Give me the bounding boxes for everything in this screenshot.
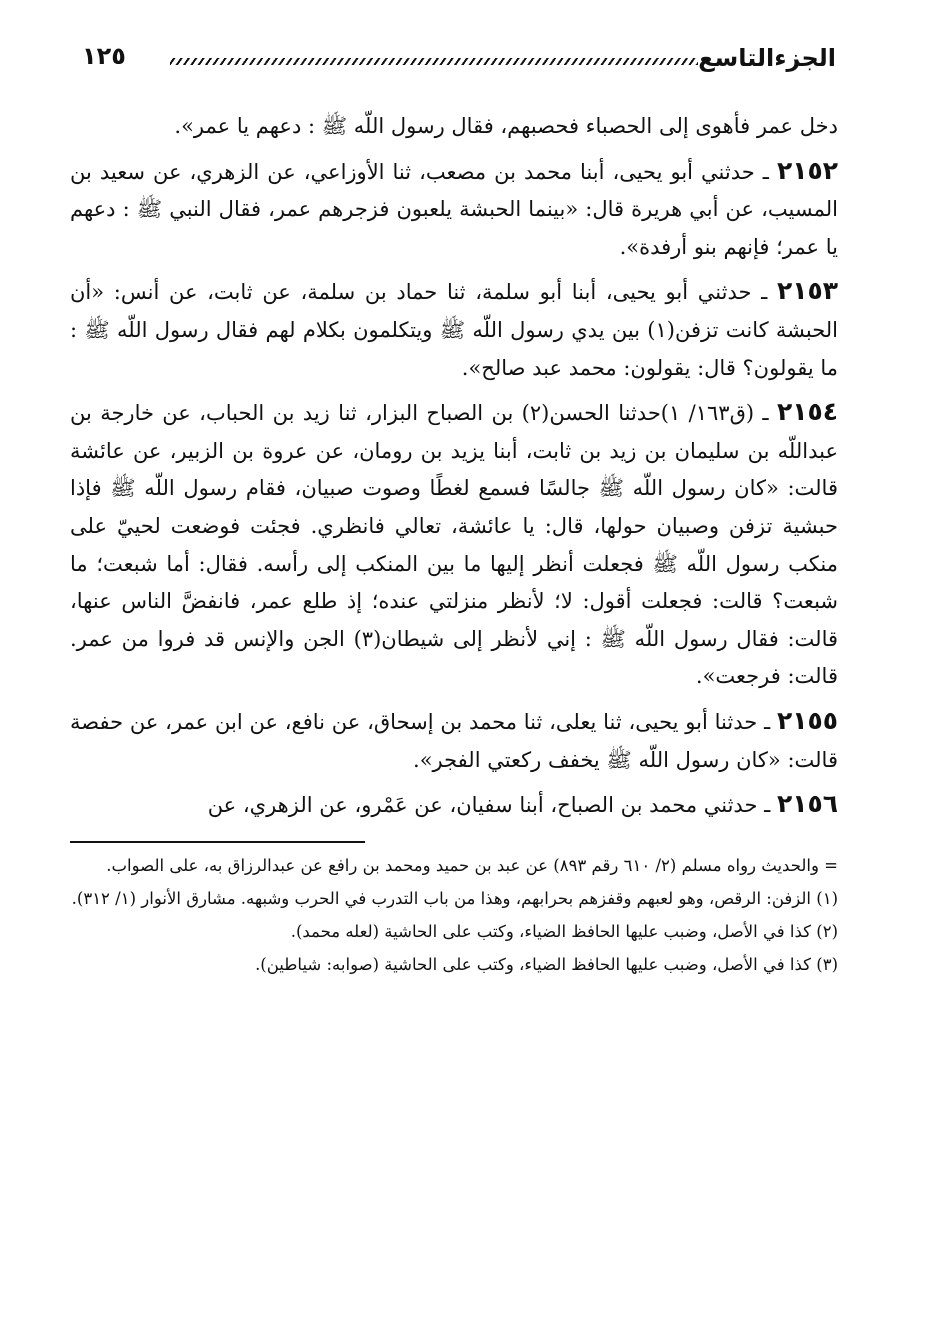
footnote-separator — [70, 841, 365, 843]
header-rule — [170, 58, 698, 65]
paragraph-continuation: دخل عمر فأهوى إلى الحصباء فحصبهم، فقال رسول اللّه ﷺ : دعهم يا عمر». — [174, 114, 838, 138]
hadith-number: ٢١٥٢ — [776, 155, 838, 185]
book-page — [70, 38, 838, 981]
hadith-2154: ٢١٥٤ ـ (ق١٦٣/ ١)حدثنا الحسن(٢) بن الصباح البزار، ثنا زيد بن الحباب، عن خارجة بن عبداللّه بن سليمان بن زيد بن ثابت، أبنا يزيد بن رومان، عن عروة بن الزبير، عن عائشة قالت: «كان رسول اللّه ﷺ جالسًا فسمع لغطًا وصوت صبيان، فقام رسول اللّه ﷺ فإذا حبشية تزفن وصبيان حولها، قال: يا عائشة، تعالي فانظري. فجئت فوضعت لحييّ على منكب رسول اللّه ﷺ فجعلت أنظر إليها ما بين المنكب إلى رأسه. فقال: أما شبعت؛ ما شبعت؟ قالت: فجعلت أقول: لا؛ لأنظر منزلتي عنده؛ إذ طلع عمر، فانفضَّ الناس عنها، قالت: فقال رسول اللّه ﷺ : إني لأنظر إلى شيطان(٣) الجن والإنس قد فروا من عمر. قالت: فرجعت». — [70, 397, 839, 689]
hadith-number: ٢١٥٤ — [776, 397, 838, 427]
hadith-2156: ٢١٥٦ ـ حدثني محمد بن الصباح، أبنا سفيان، عن عَمْرو، عن الزهري، عن — [207, 789, 838, 819]
hadith-2155: ٢١٥٥ ـ حدثنا أبو يحيى، ثنا يعلى، ثنا محمد بن إسحاق، عن نافع، عن ابن عمر، عن حفصة قالت: «كان رسول اللّه ﷺ يخفف ركعتي الفجر». — [70, 705, 838, 772]
hadith-number: ٢١٥٣ — [776, 276, 838, 306]
footnote-3: (٣) كذا في الأصل، وضبب عليها الحافظ الضياء، وكتب على الحاشية (صوابه: شياطين). — [255, 954, 838, 974]
hadith-2153: ٢١٥٣ ـ حدثني أبو يحيى، أبنا أبو سلمة، ثنا حماد بن سلمة، عن ثابت، عن أنس: «أن الحبشة كانت تزفن(١) بين يدي رسول اللّه ﷺ ويتكلمون بكلام لهم فقال رسول اللّه ﷺ : ما يقولون؟ قال: يقولون: محمد عبد صالح». — [70, 276, 838, 380]
footnote-2: (٢) كذا في الأصل، وضبب عليها الحافظ الضياء، وكتب على الحاشية (لعله محمد). — [290, 921, 838, 941]
page-header — [70, 38, 838, 88]
footnote-continued: = والحديث رواه مسلم (٢/ ٦١٠ رقم ٨٩٣) عن عبد بن حميد ومحمد بن رافع عن عبدالرزاق به، على الصواب. — [106, 855, 838, 875]
main-text — [70, 108, 838, 825]
footnote-1: (١) الزفن: الرقص، وهو لعبهم وقفزهم بحرابهم، وهذا من باب التدرب في الحرب وشبهه. مشارق الأنوار (١/ ٣١٢). — [71, 888, 838, 908]
hadith-number: ٢١٥٦ — [776, 789, 838, 819]
footnotes — [70, 849, 838, 981]
page-number: ١٢٥ — [82, 42, 126, 70]
hadith-2152: ٢١٥٢ ـ حدثني أبو يحيى، أبنا محمد بن مصعب، ثنا الأوزاعي، عن الزهري، عن سعيد بن المسيب، عن أبي هريرة قال: «بينما الحبشة يلعبون فزجرهم عمر، فقال النبي ﷺ : دعهم يا عمر؛ فإنهم بنو أرفدة». — [70, 155, 838, 259]
hadith-number: ٢١٥٥ — [776, 705, 838, 735]
part-title: الجزءالتاسع — [698, 44, 836, 72]
